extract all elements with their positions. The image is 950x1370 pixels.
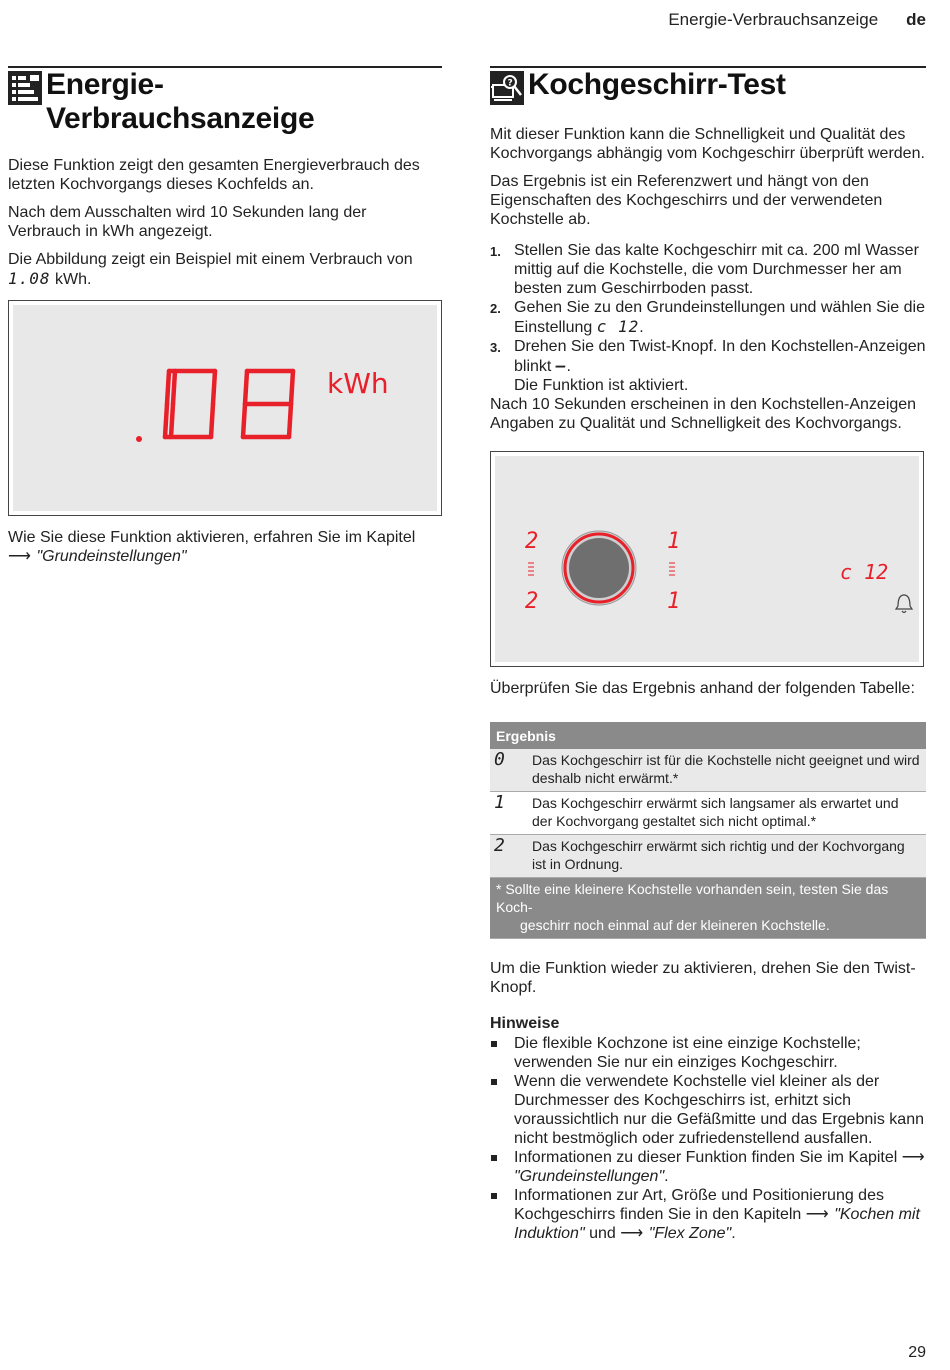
paragraph-5: Um die Funktion wieder zu aktivieren, drehen Sie den Twist-Knopf. (490, 960, 916, 996)
paragraph-4 (8, 528, 442, 566)
paragraph-4: Überprüfen Sie das Ergebnis anhand der folgenden Tabelle: (490, 680, 915, 697)
note-text: Informationen zu dieser Funktion finden Sie im Kapitel (514, 1149, 898, 1166)
display-digit-segment (245, 371, 247, 404)
arrow-icon: ⟶ (805, 1206, 829, 1223)
cookware-test-icon (490, 71, 524, 105)
cooktop-panel-figure (490, 451, 924, 667)
header-section: Energie-Verbrauchsanzeige (668, 10, 879, 29)
arrow-icon: ⟶ (901, 1149, 925, 1166)
display-digit-segment (165, 404, 167, 437)
result-level: 2 (490, 835, 528, 878)
page-header (668, 10, 926, 30)
cooktop-panel-drawing (495, 456, 919, 662)
table-footnote-row (490, 878, 926, 939)
left-top-zone-value: 2 (525, 529, 539, 554)
result-description: Das Kochgeschirr erwärmt sich richtig und der Kochvorgang ist in Ordnung. (528, 835, 926, 878)
paragraph-1: Mit dieser Funktion kann die Schnelligkeit und Qualität des Kochvorgangs abhängig vom Kochgeschirr überprüft werden. (490, 126, 925, 162)
consumption-display-figure (8, 300, 442, 516)
table-row (490, 792, 926, 835)
chapter-reference[interactable]: "Grundeinstellungen" (514, 1168, 665, 1185)
table-row (490, 749, 926, 792)
step-text: Gehen Sie zu den Grundeinstellungen und wählen Sie die Einstellung (514, 299, 925, 336)
result-level: 1 (490, 792, 528, 835)
list-item (490, 1186, 926, 1243)
right-level-icon (669, 563, 675, 575)
twist-knob[interactable] (562, 531, 636, 605)
display-code: – (555, 356, 567, 375)
title-line-1: Energie- (46, 68, 164, 101)
right-top-zone-value: 1 (667, 529, 681, 554)
section-heading (490, 68, 926, 105)
paragraph-2: Nach dem Ausschalten wird 10 Sekunden lang der Verbrauch in kWh angezeigt. (8, 204, 367, 240)
notes-heading: Hinweise (490, 1015, 560, 1032)
chapter-reference[interactable]: "Flex Zone" (648, 1225, 732, 1242)
note-text-mid: und (589, 1225, 616, 1242)
display-digit-segment (291, 371, 293, 404)
list-item (490, 1148, 926, 1186)
step-text-end: . (639, 319, 644, 336)
step-number: 3. (490, 340, 501, 355)
display-digit-segment (211, 404, 213, 437)
display-decimal-point (136, 436, 142, 442)
display-code: c 12 (596, 317, 640, 336)
header-lang: de (906, 10, 926, 29)
step-result: Die Funktion ist aktiviert. (514, 377, 689, 394)
setting-code-display: c 12 (840, 560, 889, 584)
paragraph-3-text: Die Abbildung zeigt ein Beispiel mit einem Verbrauch von (8, 251, 413, 268)
title-line-2: Verbrauchsanzeige (46, 102, 315, 135)
paragraph-1: Diese Funktion zeigt den gesamten Energieverbrauch des letzten Kochvorgangs dieses Kochfelds an. (8, 157, 420, 193)
note-text-end: . (731, 1225, 736, 1242)
chapter-reference[interactable]: "Grundeinstellungen" (36, 548, 187, 565)
note-text: Die flexible Kochzone ist eine einzige Kochstelle; verwenden Sie nur ein einziges Kochgeschirr. (514, 1035, 861, 1071)
steps-list (490, 241, 926, 395)
svg-text:?: ? (507, 78, 513, 89)
result-description: Das Kochgeschirr ist für die Kochstelle nicht geeignet und wird deshalb nicht erwärmt.* (528, 749, 926, 792)
left-level-icon (528, 563, 534, 575)
bell-icon[interactable] (896, 595, 912, 613)
inline-display-value: 1.08 (8, 269, 51, 288)
note-text-end: . (664, 1168, 669, 1185)
display-digit-segment (213, 371, 215, 404)
table-row (490, 835, 926, 878)
table-footnote (490, 878, 926, 939)
seven-segment-display (13, 305, 437, 511)
note-text: Wenn die verwendete Kochstelle viel kleiner als der Durchmesser des Kochgeschirrs ist, erhitzt sich voraussichtlich nur die Gefäßmitte und das Ergebnis kann nicht bestmöglich oder zufriedenstellend ausfallen. (514, 1073, 924, 1147)
note-text: Informationen zur Art, Größe und Positionierung des Kochgeschirrs finden Sie in den Kapiteln (514, 1187, 884, 1223)
display-digit-segment (289, 404, 291, 437)
footnote-line-2: geschirr noch einmal auf der kleineren Kochstelle. (520, 917, 830, 933)
paragraph-3: Nach 10 Sekunden erscheinen in den Kochstellen-Anzeigen Angaben zu Qualität und Schnelligkeit des Kochvorgangs. (490, 396, 917, 432)
section-heading (8, 68, 442, 136)
display-digit-segment (243, 404, 245, 437)
left-column (8, 66, 442, 566)
footnote-line-1: * Sollte eine kleinere Kochstelle vorhanden sein, testen Sie das Koch- (496, 881, 889, 915)
step-text: Stellen Sie das kalte Kochgeschirr mit ca. 200 ml Wasser mittig auf die Kochstelle, die vom Durchmesser her am besten zum Geschirrboden passt. (514, 242, 919, 297)
arrow-icon: ⟶ (8, 548, 31, 565)
list-item (490, 1072, 926, 1148)
display-digit-segment (173, 371, 175, 404)
result-level: 0 (490, 749, 528, 792)
list-item (490, 241, 926, 298)
paragraph-3-unit: kWh. (54, 271, 92, 288)
result-table (490, 722, 926, 939)
list-item (490, 337, 926, 395)
page-number: 29 (908, 1344, 926, 1361)
right-bottom-zone-value: 1 (667, 589, 681, 614)
page-title: Kochgeschirr-Test (528, 68, 786, 101)
cooktop-panel (495, 456, 919, 662)
list-item (490, 298, 926, 337)
paragraph-3 (8, 250, 442, 289)
list-item (490, 1034, 926, 1072)
page-title (46, 68, 314, 136)
left-bottom-zone-value: 2 (525, 589, 539, 614)
step-text-end: . (566, 358, 571, 375)
step-number: 2. (490, 301, 501, 316)
display-digit-segment (171, 404, 173, 437)
arrow-icon: ⟶ (620, 1225, 644, 1242)
consumption-display (13, 305, 437, 511)
table-header: Ergebnis (490, 722, 926, 749)
result-description: Das Kochgeschirr erwärmt sich langsamer als erwartet und der Kochvorgang gestaltet sich nicht optimal.* (528, 792, 926, 835)
notes-list (490, 1034, 926, 1243)
energy-display-icon (8, 71, 42, 105)
step-number: 1. (490, 244, 501, 259)
paragraph-2: Das Ergebnis ist ein Referenzwert und hängt von den Eigenschaften des Kochgeschirrs und der verwendeten Kochstelle ab. (490, 173, 883, 228)
paragraph-4-text: Wie Sie diese Funktion aktivieren, erfahren Sie im Kapitel (8, 529, 416, 546)
display-digit-segment (167, 371, 169, 404)
chapter-reference[interactable]: "Kochen mit Induktion" (514, 1206, 920, 1242)
step-text: Drehen Sie den Twist-Knopf. In den Kochstellen-Anzeigen blinkt (514, 338, 926, 375)
right-column (490, 66, 926, 1243)
display-unit: kWh (327, 367, 389, 400)
